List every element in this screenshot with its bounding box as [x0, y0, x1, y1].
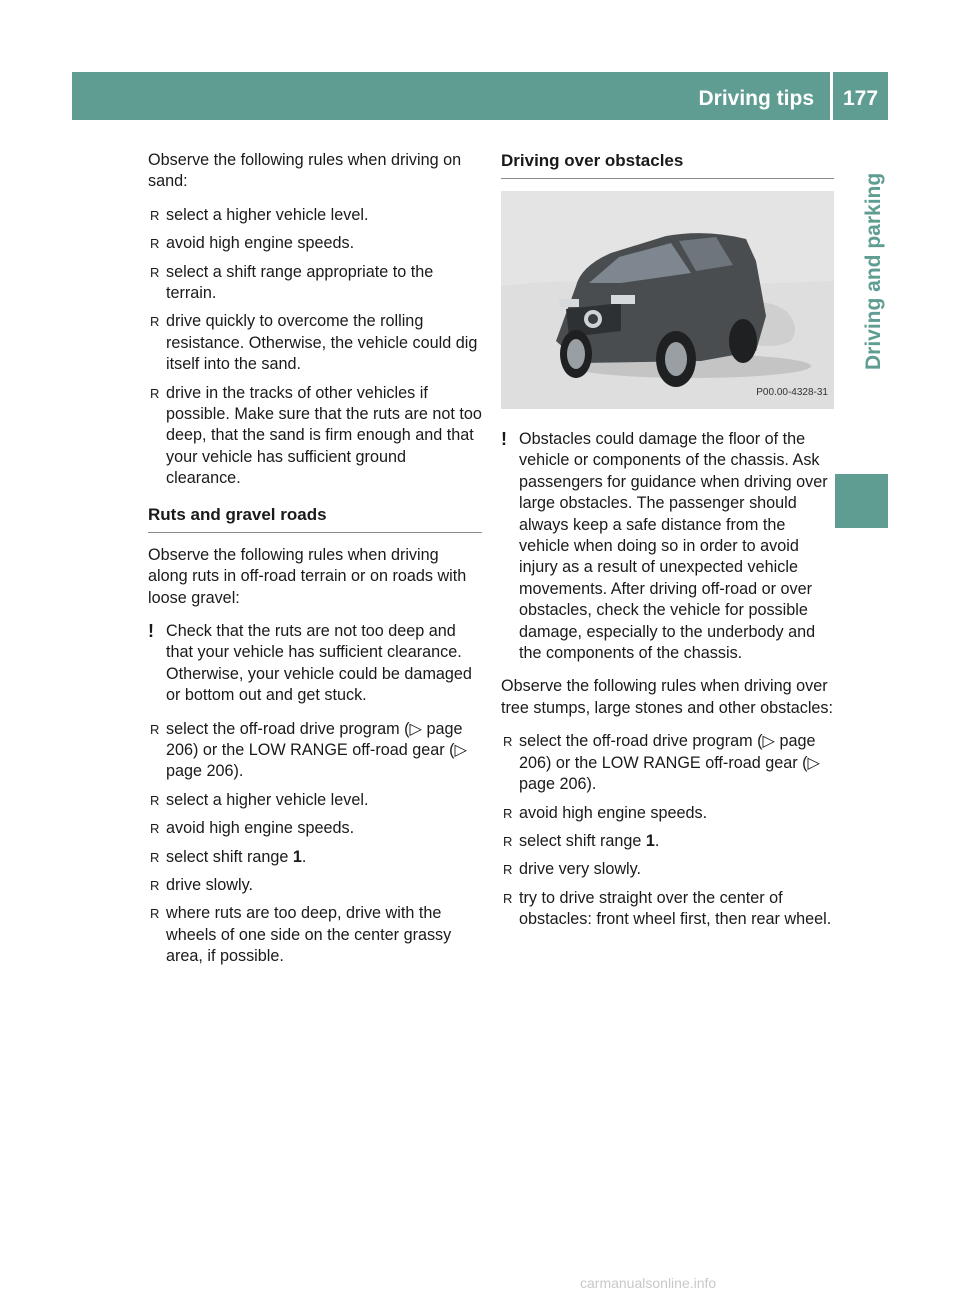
list-item: R try to drive straight over the center of obstacles: front wheel first, then rear wheel.	[503, 888, 832, 929]
list-item: R drive in the tracks of other vehicles if possible. Make sure that the ruts are not too deep, that the sand is firm enough and that your vehicle has sufficient ground clearance.	[150, 383, 482, 488]
list-item: R select shift range 1.	[501, 831, 834, 852]
bullet-icon: R	[150, 314, 160, 330]
list-item: R select shift range 1.	[148, 847, 482, 868]
warning-note: ! Check that the ruts are not too deep and that your vehicle has sufficient clearance. Otherwise, your vehicle could be damaged or bottom out and get stuck.	[148, 620, 472, 705]
list-item: R drive slowly.	[148, 875, 482, 896]
list-item: R avoid high engine speeds.	[148, 233, 482, 254]
sand-intro: Observe the following rules when driving on sand:	[148, 151, 462, 191]
bullet-icon: R	[503, 805, 513, 821]
bullet-icon: R	[503, 734, 513, 750]
suv-drawing	[501, 191, 834, 409]
bullet-icon: R	[150, 236, 160, 252]
bullet-icon: R	[150, 264, 160, 280]
page-header	[72, 72, 888, 120]
list-item: R where ruts are too deep, drive with the wheels of one side on the center grassy area, if possible.	[150, 904, 452, 966]
ruts-intro: Observe the following rules when driving along ruts in off-road terrain or on roads with loose gravel:	[148, 545, 467, 607]
figure-code: P00.00-4328-31	[756, 386, 828, 398]
list-item: R avoid high engine speeds.	[501, 803, 834, 824]
chapter-tab-label: Driving and parking	[862, 172, 885, 370]
list-item: R drive quickly to overcome the rolling resistance. Otherwise, the vehicle could dig itself into the sand.	[150, 312, 478, 374]
bullet-icon: R	[150, 207, 160, 223]
bullet-icon: R	[150, 849, 160, 865]
page-number: 177	[842, 87, 879, 110]
bullet-icon: R	[150, 906, 160, 922]
list-item: R select the off-road drive program (▷ page 206) or the LOW RANGE off-road gear (▷ page 206).	[150, 719, 467, 781]
obstacles-intro: Observe the following rules when driving over tree stumps, large stones and other obstacles:	[501, 677, 834, 717]
section-title: Driving tips	[698, 87, 814, 110]
site-watermark: carmanualsonline.info	[580, 1275, 717, 1291]
bullet-icon: R	[503, 890, 513, 906]
list-item: R select a higher vehicle level.	[148, 205, 482, 226]
bullet-icon: R	[150, 792, 160, 808]
right-column	[501, 150, 834, 938]
left-column	[148, 150, 482, 975]
warning-icon: !	[148, 620, 154, 641]
warning-icon: !	[501, 429, 507, 449]
chapter-tab-marker	[835, 474, 888, 528]
chapter-tab	[835, 120, 888, 410]
bullet-icon: R	[150, 385, 160, 401]
list-item: R select a higher vehicle level.	[148, 790, 482, 811]
obstacles-heading: Driving over obstacles	[501, 150, 834, 179]
bullet-icon: R	[150, 721, 160, 737]
bullet-icon: R	[150, 877, 160, 893]
list-item: R drive very slowly.	[501, 859, 834, 880]
suv-illustration	[501, 191, 834, 409]
bullet-icon: R	[503, 862, 513, 878]
list-item: R select a shift range appropriate to the terrain.	[150, 262, 434, 303]
bullet-icon: R	[150, 821, 160, 837]
bullet-icon: R	[503, 833, 513, 849]
list-item: R avoid high engine speeds.	[148, 818, 482, 839]
warning-note: ! Obstacles could damage the floor of the vehicle or components of the chassis. Ask passengers for guidance when driving over large obstacles. The passenger should always keep a safe distance from the vehicle when doing so in order to avoid injury as a result of unexpected vehicle movements. After driving off-road or over obstacles, check the vehicle for possible damage, especially to the underbody and the components of the chassis.	[501, 429, 828, 663]
ruts-heading: Ruts and gravel roads	[148, 504, 482, 533]
list-item: R select the off-road drive program (▷ page 206) or the LOW RANGE off-road gear (▷ page 206).	[503, 732, 820, 794]
